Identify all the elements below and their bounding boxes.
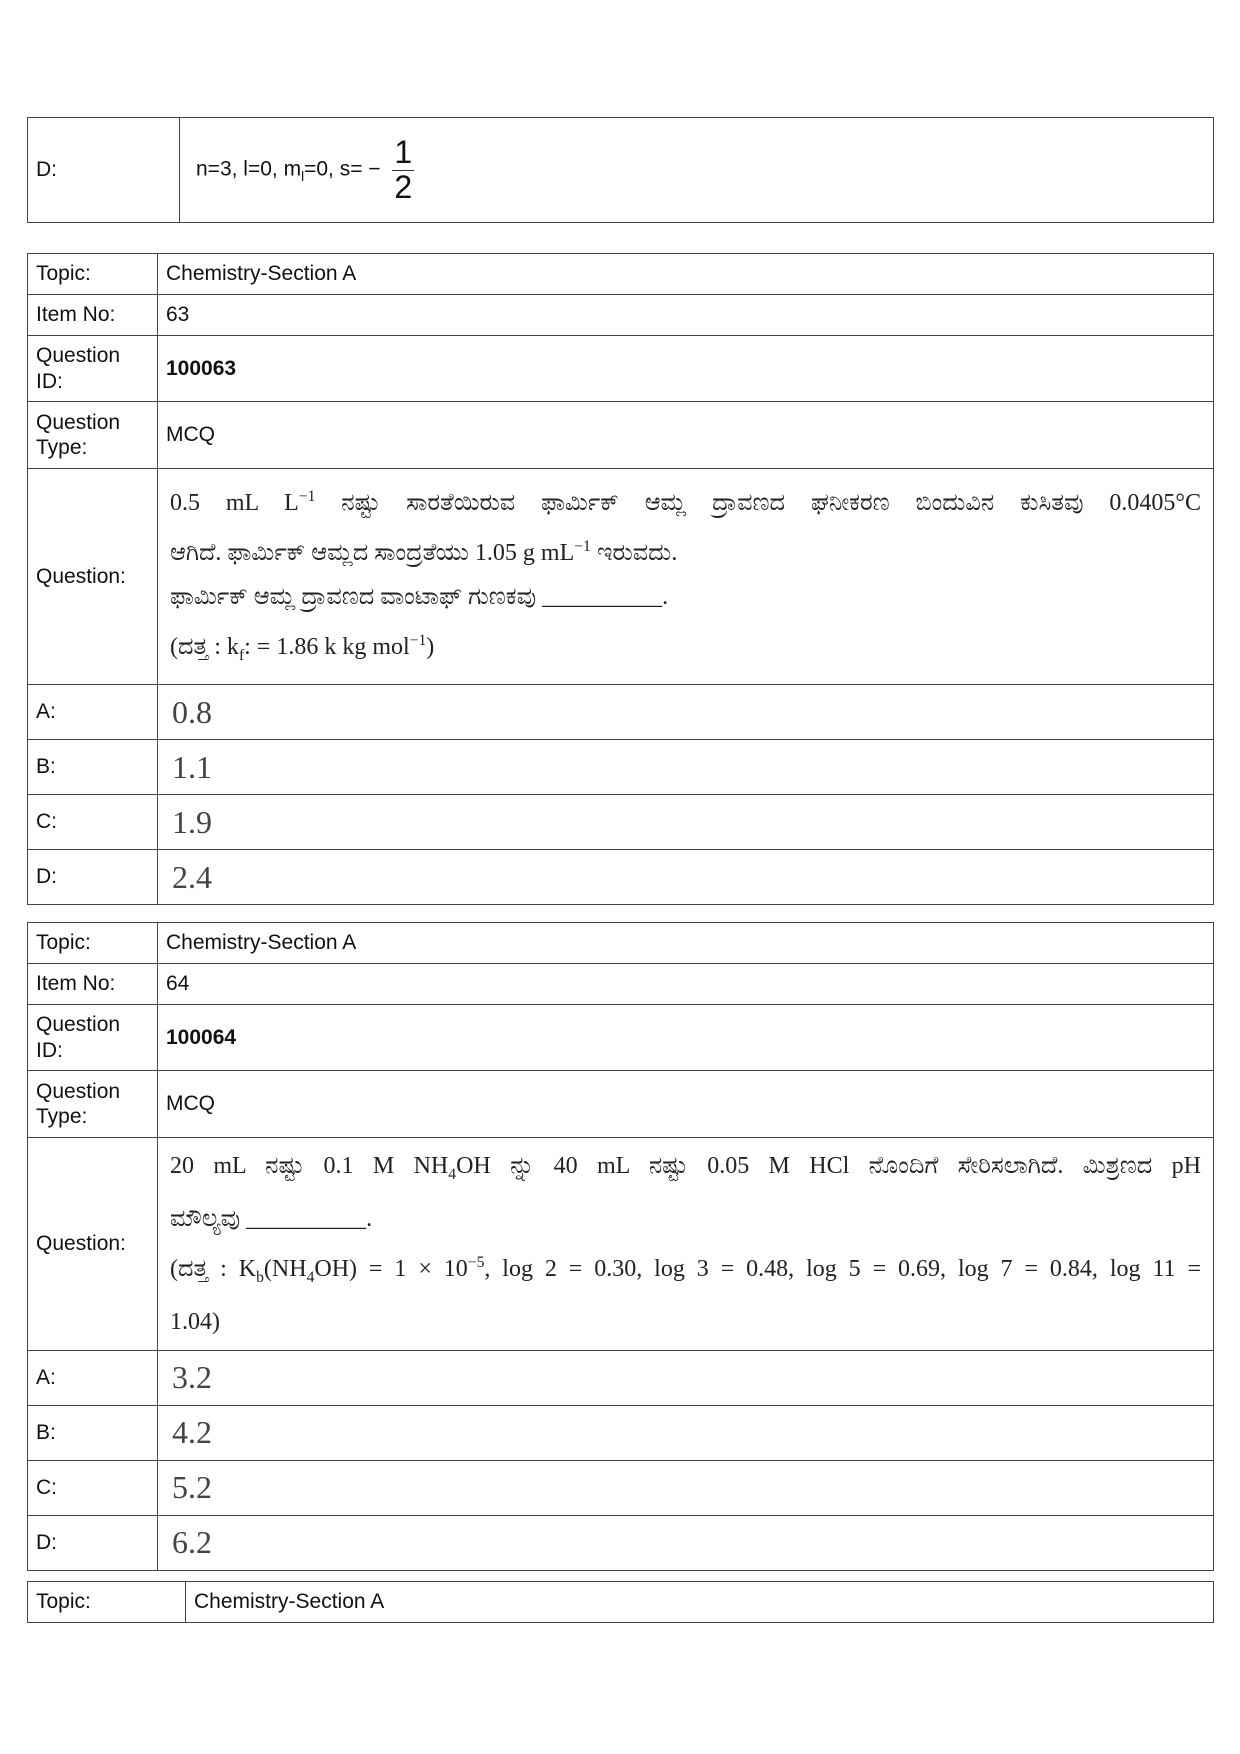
question-line-1 bbox=[170, 475, 1201, 525]
q64-line3d: , log 2 = 0.30, log 3 = 0.48, log 5 = 0.69, log 7 = 0.84, log 11 = bbox=[484, 1255, 1202, 1282]
option-b-value: 4.2 bbox=[158, 1405, 1214, 1460]
q63-line4a: (ದತ್ತ : k bbox=[170, 634, 239, 660]
option-b-value: 1.1 bbox=[158, 739, 1214, 794]
question-text bbox=[158, 1138, 1214, 1351]
question-id-value: 100064 bbox=[158, 1005, 1214, 1071]
question-line-4: 1.04) bbox=[170, 1308, 220, 1335]
option-c-value: 5.2 bbox=[158, 1460, 1214, 1515]
question-line-1 bbox=[170, 1144, 1201, 1197]
q63-line1sup: −1 bbox=[298, 488, 316, 505]
formula-part1: n=3, l=0, m bbox=[196, 157, 302, 181]
fraction-numerator: 1 bbox=[394, 133, 413, 170]
option-d-value: 6.2 bbox=[158, 1515, 1214, 1570]
topic-value: Chemistry-Section A bbox=[158, 254, 1214, 295]
question-table-64 bbox=[27, 922, 1214, 1571]
option-d-value: 2.4 bbox=[158, 849, 1214, 904]
question-id-value: 100063 bbox=[158, 336, 1214, 402]
formula-sub: l bbox=[301, 168, 305, 184]
option-d-label: D: bbox=[28, 118, 180, 223]
q63-line1a: 0.5 mL L bbox=[170, 490, 299, 516]
question-text bbox=[158, 469, 1214, 685]
option-a-label: A: bbox=[28, 684, 158, 739]
q64-line3c: OH) = 1 × 10 bbox=[314, 1255, 468, 1282]
question-id-label: Question ID: bbox=[28, 1005, 158, 1071]
option-a-value: 3.2 bbox=[158, 1350, 1214, 1405]
question-line-2: ಮೌಲ್ಯವು __________. bbox=[170, 1205, 373, 1232]
q63-line2sup: −1 bbox=[574, 538, 591, 555]
item-no-label: Item No: bbox=[28, 964, 158, 1005]
question-label: Question: bbox=[28, 469, 158, 685]
option-d-formula bbox=[180, 118, 1214, 223]
question-line-2 bbox=[170, 525, 1201, 575]
option-a-value: 0.8 bbox=[158, 684, 1214, 739]
next-question-table bbox=[27, 1581, 1214, 1623]
item-no-value: 63 bbox=[158, 295, 1214, 336]
fraction bbox=[392, 133, 414, 205]
q63-line4sub: f bbox=[238, 646, 245, 664]
q63-line2a: ಆಗಿದೆ. ಫಾರ್ಮಿಕ್ ಆಮ್ಲದ ಸಾಂದ್ರತೆಯು 1.05 g mL bbox=[170, 540, 575, 566]
option-b-label: B: bbox=[28, 739, 158, 794]
question-line-3: ಫಾರ್ಮಿಕ್ ಆಮ್ಲ ದ್ರಾವಣದ ವಾಂಟಾಫ್ ಗುಣಕವು __________. bbox=[170, 584, 669, 610]
option-c-label: C: bbox=[28, 1460, 158, 1515]
q63-line2b: ಇರುವದು. bbox=[590, 540, 678, 566]
q64-line3sup: −5 bbox=[467, 1253, 485, 1271]
topic-label: Topic: bbox=[28, 254, 158, 295]
option-c-value: 1.9 bbox=[158, 794, 1214, 849]
question-type-value: MCQ bbox=[158, 402, 1214, 469]
topic-label: Topic: bbox=[28, 923, 158, 964]
formula-part2: =0, s= − bbox=[304, 157, 381, 181]
option-a-label: A: bbox=[28, 1350, 158, 1405]
option-d-label: D: bbox=[28, 1515, 158, 1570]
option-d-label: D: bbox=[28, 849, 158, 904]
item-no-label: Item No: bbox=[28, 295, 158, 336]
question-id-label: Question ID: bbox=[28, 336, 158, 402]
q64-line3a: (ದತ್ತ : K bbox=[170, 1255, 257, 1282]
q63-line4c: ) bbox=[426, 634, 435, 660]
topic-value: Chemistry-Section A bbox=[158, 923, 1214, 964]
q64-line3sub1: b bbox=[256, 1268, 264, 1286]
question-line-3 bbox=[170, 1241, 1201, 1300]
question-type-label: Question Type: bbox=[28, 1071, 158, 1138]
q64-line3sub2: 4 bbox=[306, 1268, 315, 1286]
item-no-value: 64 bbox=[158, 964, 1214, 1005]
topic-value: Chemistry-Section A bbox=[186, 1582, 1214, 1623]
question-type-label: Question Type: bbox=[28, 402, 158, 469]
topic-label: Topic: bbox=[28, 1582, 186, 1623]
option-c-label: C: bbox=[28, 794, 158, 849]
q63-line4sup: −1 bbox=[409, 632, 427, 649]
q64-line3b: (NH bbox=[263, 1255, 307, 1282]
option-b-label: B: bbox=[28, 1405, 158, 1460]
question-line-4 bbox=[170, 619, 1201, 678]
fraction-denominator: 2 bbox=[394, 168, 413, 205]
prev-question-tail bbox=[27, 117, 1214, 223]
question-table-63 bbox=[27, 253, 1214, 905]
q63-line1b: ನಷ್ಟು ಸಾರತೆಯಿರುವ ಫಾರ್ಮಿಕ್ ಆಮ್ಲ ದ್ರಾವಣದ ಘನೀಕರಣ ಬಿಂದುವಿನ ಕುಸಿತವು 0.0405°C bbox=[315, 490, 1201, 516]
q64-line1sub: 4 bbox=[448, 1165, 457, 1183]
question-label: Question: bbox=[28, 1138, 158, 1351]
q64-line1b: OH ನ್ನು 40 mL ನಷ್ಟು 0.05 M HCl ನೊಂದಿಗೆ ಸೇರಿಸಲಾಗಿದೆ. ಮಿಶ್ರಣದ pH bbox=[456, 1153, 1201, 1179]
question-type-value: MCQ bbox=[158, 1071, 1214, 1138]
q64-line1a: 20 mL ನಷ್ಟು 0.1 M NH bbox=[170, 1153, 449, 1179]
q63-line4b: : = 1.86 k kg mol bbox=[244, 634, 410, 660]
